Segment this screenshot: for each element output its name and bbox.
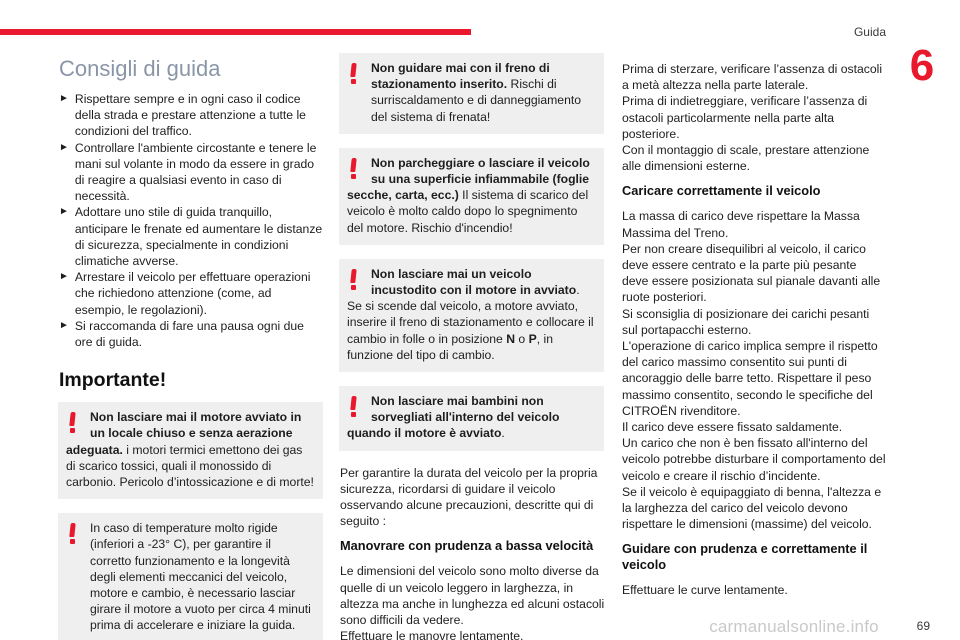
warning-box: Non lasciare mai il motore avviato in un locale chiuso e senza aerazione adeguata. i motori termici emettono dei gas di scarico tossici, quali il monossido di carbonio. Pericolo d’intossicazione e di morte! [58,402,323,499]
important-heading: Importante! [59,369,167,392]
paragraph: Effettuare le curve lentamente. [622,583,788,598]
column-middle [340,53,605,640]
paragraph: Per non creare disequilibri al veicolo, il carico deve essere centrato e la parte più pesante deve essere posizionata sul pianale davanti alle ruote posteriori. [622,241,881,305]
arrow-icon: ► [59,271,69,283]
exclamation-icon [67,523,79,545]
arrow-icon: ► [59,319,69,331]
warning-box: In caso di temperature molto rigide (inferiori a -23° C), per garantire il corretto funzionamento e la longevità degli elementi meccanici del veicolo, motore e cambio, è necessario lasciar girare il motore a vuoto per circa 4 minuti prima di accelerare e iniziare la guida. [58,513,323,640]
intro-paragraph: Per garantire la durata del veicolo per la propria sicurezza, ricordarsi di guidare il veicolo osservando alcune precauzioni, descritte qui di seguito : [340,465,598,529]
paragraph: Un carico che non è ben fissato all'interno del veicolo potrebbe disturbare il comportamento del veicolo e creare il rischio d’incidente. [622,436,886,483]
exclamation-icon [348,158,360,180]
warning-box: Non lasciare mai un veicolo incustodito con il motore in avviato. Se si scende dal veicolo, a motore avviato, inserire il freno di stazionamento e collocare il cambio in folle o in posizione N o P, in funzione del tipo di cambio. [339,259,604,372]
exclamation-icon [67,412,79,434]
arrow-icon: ► [59,93,69,104]
paragraph: L'operazione di carico implica sempre il rispetto del carico massimo consentito sui punti di ancoraggio delle barre tetto. Rispettare il peso massimo consentito, secondo le specifiche del CITROËN rivenditore. [622,339,878,418]
paragraph: Effettuare le manovre lentamente. [340,629,524,640]
paragraph: Prima di indietreggiare, verificare l’assenza di ostacoli particolarmente nella parte alta posteriore. [622,94,868,141]
paragraph: La massa di carico deve rispettare la Massa Massima del Treno. [622,209,860,240]
chapter-number: 6 [909,41,935,90]
watermark: carmanualsonline.info [709,617,879,636]
bullet-item: ► Rispettare sempre e in ogni caso il codice della strada e prestare attenzione a tutte le condizioni del traffico. [59,92,306,139]
warning-box: Non parcheggiare o lasciare il veicolo su una superficie infiammabile (foglie secche, carta, ecc.) Il sistema di scarico del veicolo è molto caldo dopo lo spegnimento del motore. Rischio d'incendio! [339,148,604,245]
arrow-icon: ► [59,141,69,153]
exclamation-icon [348,63,360,85]
subheading-caricare: Caricare correttamente il veicolo [622,183,821,199]
paragraph: Le dimensioni del veicolo sono molto diverse da quelle di un veicolo leggero in larghezza, in altezza ma anche in lunghezza ed alcuni ostacoli sono difficili da vedere. [340,564,605,628]
chapter-color-bar [0,29,471,35]
paragraph: Il carico deve essere fissato saldamente. [622,420,843,435]
subheading-manovre: Manovrare con prudenza a bassa velocità [340,538,594,554]
running-header: Guida [853,25,886,39]
exclamation-icon [348,269,360,291]
bullet-item: ► Controllare l'ambiente circostante e tenere le mani sul volante in modo da essere in grado di reagire a qualsiasi evento in caso di necessità. [59,140,317,204]
paragraph: Si sconsiglia di posizionare dei carichi pesanti sul portapacchi esterno. [622,306,870,337]
arrow-icon: ► [59,206,69,218]
subheading-guidare: Guidare con prudenza e correttamente il veicolo [622,541,868,573]
exclamation-icon [348,396,360,418]
column-left [59,53,323,640]
paragraph: Se il veicolo è equipaggiato di benna, l'altezza e la larghezza del carico del veicolo devono rispettare le dimensioni (massime) del veicolo. [622,484,882,532]
section-title: Consigli di guida [59,56,221,81]
bullet-item: ► Adottare uno stile di guida tranquillo, anticipare le frenate ed aumentare le distanze di sicurezza, specialmente in condizioni climatiche avverse. [59,205,323,269]
bullet-item: ► Arrestare il veicolo per effettuare operazioni che richiedono attenzione (come, ad esempio, le regolazioni). [59,270,311,317]
bullet-item: ► Si raccomanda di fare una pausa ogni due ore di guida. [59,318,304,350]
column-right [622,53,886,599]
paragraph: Con il montaggio di scale, prestare attenzione alle dimensioni esterne. [622,143,870,174]
warning-box: Non lasciare mai bambini non sorvegliati all'interno del veicolo quando il motore è avviato. [339,386,604,451]
paragraph: Prima di sterzare, verificare l’assenza di ostacoli a metà altezza nella parte laterale. [622,62,883,93]
page-number: 69 [916,619,930,633]
warning-box: Non guidare mai con il freno di stazionamento inserito. Rischi di surriscaldamento e di danneggiamento del sistema di frenata! [339,53,604,134]
